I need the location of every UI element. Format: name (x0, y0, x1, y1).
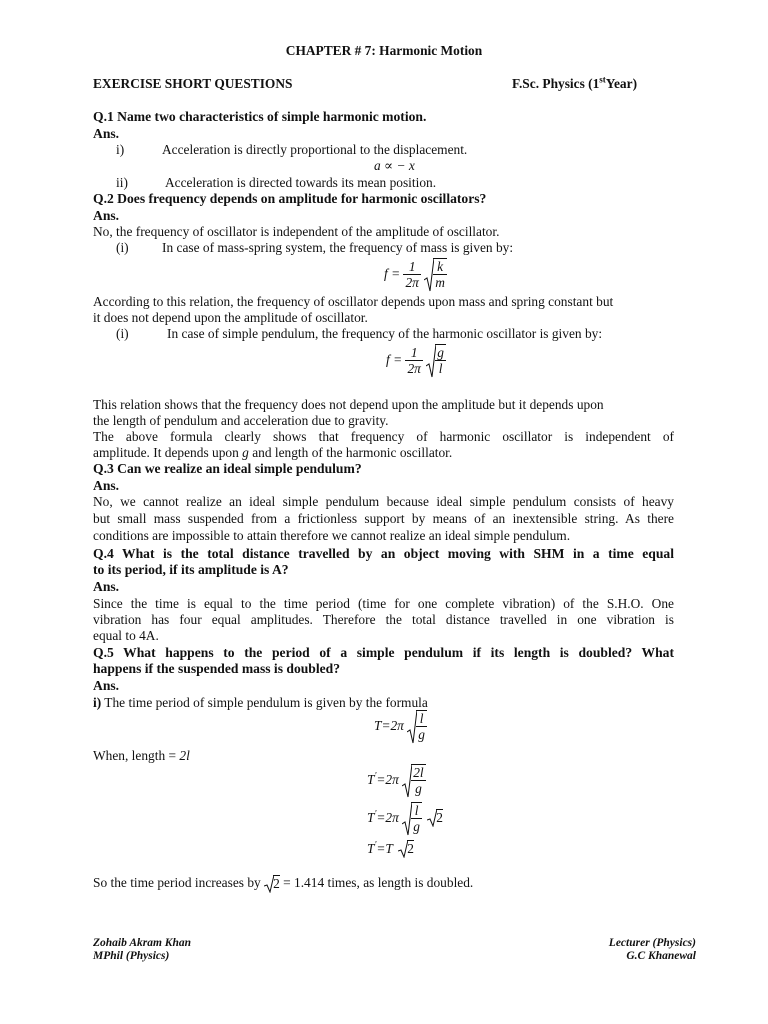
when-length-line: When, length = 2l (93, 748, 190, 763)
q1-question: Q.1 Name two characteristics of simple harmonic motion. (93, 109, 427, 124)
q2-item1-text: In case of mass-spring system, the frequency of mass is given by: (162, 240, 514, 255)
q3-question: Q.3 Can we realize an ideal simple pendulum? (93, 461, 362, 476)
q1-item2-number: ii) (116, 175, 128, 190)
chapter-title: CHAPTER # 7: Harmonic Motion (285, 43, 483, 58)
q4-ans-label: Ans. (93, 579, 120, 594)
q2-ans-label: Ans. (93, 208, 120, 223)
q2-item2-number: (i) (116, 326, 129, 341)
period-formula-factored: T'=2π $\frac{l}{g}$ 2 (367, 803, 443, 834)
q3-line1: No, we cannot realize an ideal simple pendulum because ideal simple pendulum consists of heavy (93, 494, 674, 509)
q5-ans-label: Ans. (93, 678, 120, 693)
footer-author-name: Zohaib Akram Khan (93, 937, 191, 949)
q4-line1: Since the time is equal to the time period (time for one complete vibration) of the S.H.O. One (93, 596, 674, 611)
footer-author-degree: MPhil (Physics) (93, 950, 170, 962)
q2-item2-text: In case of simple pendulum, the frequency of the harmonic oscillator is given by: (167, 326, 603, 341)
q5-question-line2: happens if the suspended mass is doubled? (93, 661, 341, 676)
q2-item1-number: (i) (116, 240, 129, 255)
q4-question-line2: to its period, if its amplitude is A? (93, 562, 289, 577)
q3-line2: but small mass suspended from a frictionless support by means of an inextensible string. As there (93, 511, 674, 526)
q5-question-line1: Q.5 What happens to the period of a simple pendulum if its length is doubled? What (93, 645, 674, 660)
period-formula-result: T'=T 2 (367, 839, 414, 857)
q2-para1-line2: it does not depend upon the amplitude of oscillator. (93, 310, 368, 325)
exercise-title: EXERCISE SHORT QUESTIONS (93, 76, 293, 91)
frequency-formula-spring: f = $\frac{1}{2\pi}$ $\frac{k}{m}$ (384, 258, 445, 290)
q2-para3-line2: amplitude. It depends upon g and length of the harmonic oscillator. (93, 445, 453, 460)
q4-line2: vibration has four equal amplitudes. Therefore the total distance travelled in one vibration is (93, 612, 674, 627)
q3-line3: conditions are impossible to attain therefore we cannot realize an ideal simple pendulum. (93, 528, 571, 543)
q2-para1-line1: According to this relation, the frequency of oscillator depends upon mass and spring constant but (93, 294, 614, 309)
footer-author-college: G.C Khanewal (626, 950, 696, 962)
q5-conclusion: So the time period increases by 2 = 1.414 times, as length is doubled. (93, 875, 474, 892)
q2-line1: No, the frequency of oscillator is independent of the amplitude of oscillator. (93, 224, 500, 239)
q4-question-line1: Q.4 What is the total distance travelled by an object moving with SHM in a time equal (93, 546, 674, 561)
period-formula-doubled: T'=2π $\frac{2l}{g}$ (367, 765, 424, 796)
period-formula: T=2π $\frac{l}{g}$ (374, 711, 425, 742)
q1-formula: a ∝ − x (374, 158, 415, 173)
q2-para2-line2: the length of pendulum and acceleration due to gravity. (93, 413, 389, 428)
q1-item2-text: Acceleration is directed towards its mean position. (165, 175, 437, 190)
q5-part-i: i) The time period of simple pendulum is given by the formula (93, 695, 428, 710)
q2-para2-line1: This relation shows that the frequency does not depend upon the amplitude but it depends upon (93, 397, 604, 412)
q4-line3: equal to 4A. (93, 628, 159, 643)
q1-ans-label: Ans. (93, 126, 120, 141)
q2-question: Q.2 Does frequency depends on amplitude for harmonic oscillators? (93, 191, 487, 206)
q2-para3-line1: The above formula clearly shows that frequency of harmonic oscillator is independent of (93, 429, 674, 444)
q1-item1-text: Acceleration is directly proportional to the displacement. (162, 142, 468, 157)
q1-item1-number: i) (116, 142, 125, 157)
q3-ans-label: Ans. (93, 478, 120, 493)
frequency-formula-pendulum: f = $\frac{1}{2\pi}$ $\frac{g}{l}$ (386, 344, 444, 376)
footer-author-post: Lecturer (Physics) (608, 937, 696, 949)
class-label: F.Sc. Physics (1stYear) (512, 74, 638, 91)
